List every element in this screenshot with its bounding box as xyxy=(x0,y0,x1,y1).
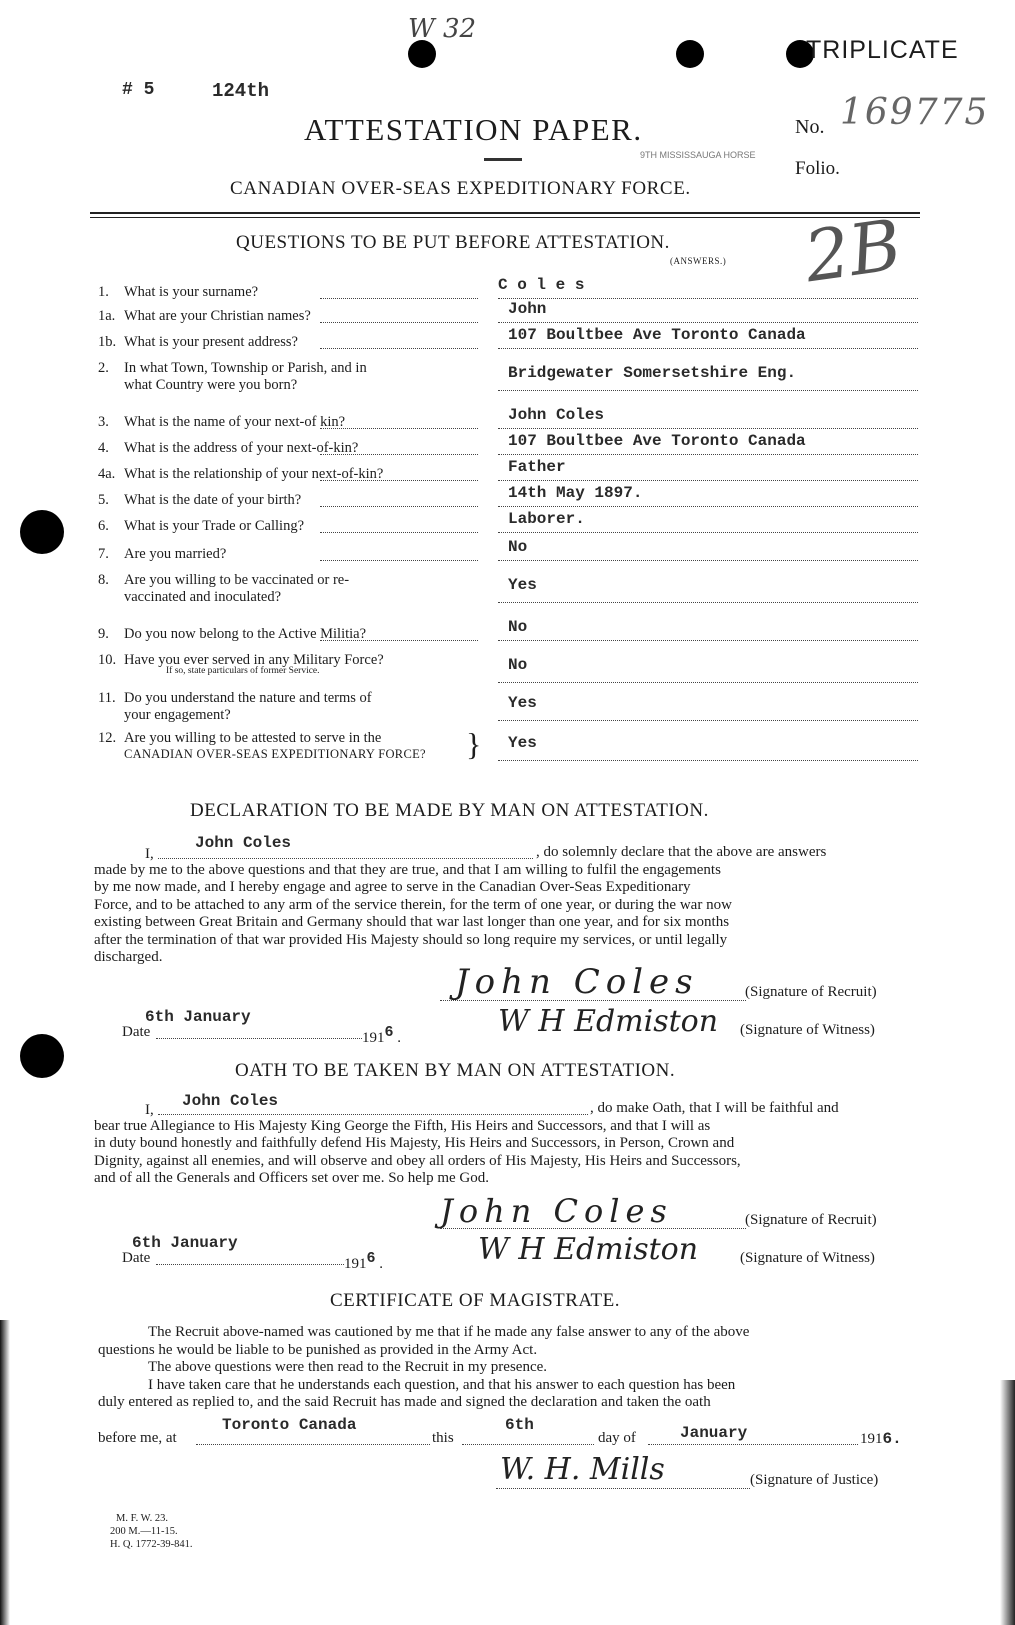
question-number: 1b. xyxy=(98,334,117,350)
folio-label: Folio. xyxy=(795,158,840,179)
regimental-number: 169775 xyxy=(840,92,990,133)
oath-name: John Coles xyxy=(182,1092,279,1110)
question-number: 2. xyxy=(98,360,109,376)
oath-date-label: Date xyxy=(122,1250,151,1266)
declaration-recruit-label: (Signature of Recruit) xyxy=(745,984,877,1000)
hole-punch-top-2 xyxy=(676,40,704,68)
question-text: your engagement? xyxy=(124,707,231,723)
question-answer: John xyxy=(508,300,547,318)
answer-line xyxy=(498,480,918,481)
handwritten-reference: W 32 xyxy=(408,14,477,44)
declaration-year: $191^6$ . xyxy=(362,1024,402,1046)
no-label: No. xyxy=(795,116,825,138)
oath-witness-signature: W H Edmiston xyxy=(478,1232,699,1267)
question-text: Are you married? xyxy=(124,546,227,562)
oath-line: bear true Allegiance to His Majesty King George the Fifth, His Heirs and Successors, and that I will as xyxy=(94,1117,711,1134)
question-number: 6. xyxy=(98,518,109,534)
answer-line xyxy=(498,348,918,349)
stamp-number: # 5 xyxy=(122,80,155,100)
question-answer: C o l e s xyxy=(498,276,585,294)
oath-line: , do make Oath, that I will be faithful and xyxy=(590,1100,839,1116)
declaration-witness-label: (Signature of Witness) xyxy=(740,1022,875,1038)
footer-line: H. Q. 1772-39-841. xyxy=(110,1539,193,1550)
certificate-line: duly entered as replied to, and the said Recruit has made and signed the declaration and taken the oath xyxy=(98,1394,711,1410)
declaration-name: John Coles xyxy=(195,834,292,852)
certificate-this-label: this xyxy=(432,1430,454,1446)
question-number: 9. xyxy=(98,626,109,642)
document-title: ATTESTATION PAPER. xyxy=(304,112,643,147)
declaration-text xyxy=(94,844,924,967)
certificate-text xyxy=(98,1324,926,1412)
footer-line: 200 M.—11-15. xyxy=(110,1526,178,1537)
answer-line xyxy=(498,390,918,391)
declaration-line: , do solemnly declare that the above are answers xyxy=(536,844,827,860)
justice-label: (Signature of Justice) xyxy=(750,1472,879,1488)
answer-line xyxy=(498,760,918,761)
oath-year: $191^6$ . xyxy=(344,1250,384,1272)
oath-recruit-line xyxy=(440,1228,746,1229)
answers-label: (ANSWERS.) xyxy=(670,256,727,266)
footer-codes xyxy=(110,1512,193,1551)
certificate-year-suffix: 6. xyxy=(882,1430,902,1448)
question-brace: } xyxy=(466,726,482,762)
declaration-year-suffix: 6 xyxy=(384,1024,394,1041)
certificate-line: questions he would be liable to be punished as provided in the Army Act. xyxy=(98,1341,538,1358)
certificate-line: The above questions were then read to the Recruit in my presence. xyxy=(148,1359,548,1375)
declaration-heading: DECLARATION TO BE MADE BY MAN ON ATTESTATION. xyxy=(190,800,709,821)
question-leader-line xyxy=(320,640,478,641)
declaration-line: made by me to the above questions and that they are true, and that I am willing to fulfil the engagements xyxy=(94,861,721,878)
answer-line xyxy=(498,532,918,533)
copy-label: TRIPLICATE xyxy=(806,36,959,64)
question-number: 5. xyxy=(98,492,109,508)
answer-line xyxy=(498,428,918,429)
question-answer: No xyxy=(508,656,528,674)
oath-year-suffix: 6 xyxy=(366,1250,376,1267)
question-answer: Laborer. xyxy=(508,510,585,528)
declaration-date-value: 6th January xyxy=(145,1008,251,1026)
question-answer: 14th May 1897. xyxy=(508,484,643,502)
question-text: what Country were you born? xyxy=(124,377,298,393)
hole-punch-1 xyxy=(20,510,64,554)
question-text: If so, state particulars of former Service. xyxy=(166,666,320,676)
certificate-day-line xyxy=(462,1444,594,1445)
question-text: CANADIAN OVER-SEAS EXPEDITIONARY FORCE? xyxy=(124,747,426,761)
answer-line xyxy=(498,682,918,683)
answer-line xyxy=(498,560,918,561)
oath-i-label: I, xyxy=(145,1102,154,1118)
question-text: Do you now belong to the Active Militia? xyxy=(124,626,367,642)
certificate-year xyxy=(860,1430,902,1448)
question-number: 3. xyxy=(98,414,109,430)
question-answer: No xyxy=(508,538,528,556)
question-answer: Yes xyxy=(508,734,537,752)
hole-punch-2 xyxy=(20,1034,64,1078)
question-leader-line xyxy=(320,298,478,299)
question-number: 11. xyxy=(98,690,116,706)
oath-year-prefix: 191 xyxy=(344,1256,367,1272)
question-leader-line xyxy=(320,560,478,561)
margin-mark: 2B xyxy=(799,203,907,299)
declaration-i-label: I, xyxy=(145,846,154,862)
certificate-day-of-label: day of xyxy=(598,1430,636,1446)
question-text: What is your surname? xyxy=(124,284,259,300)
answer-line xyxy=(498,640,918,641)
question-number: 1a. xyxy=(98,308,116,324)
justice-signature-line xyxy=(496,1488,750,1489)
oath-recruit-signature: John Coles xyxy=(440,1192,673,1230)
question-answer: Yes xyxy=(508,694,537,712)
question-number: 10. xyxy=(98,652,117,668)
battalion-label: 124th xyxy=(212,80,270,102)
oath-line: and of all the Generals and Officers set over me. So help me God. xyxy=(94,1170,490,1186)
oath-date-line xyxy=(156,1264,344,1265)
question-answer: 107 Boultbee Ave Toronto Canada xyxy=(508,326,806,344)
question-text: What is the relationship of your next-of-kin? xyxy=(124,466,384,482)
question-leader-line xyxy=(320,322,478,323)
declaration-date-line xyxy=(156,1038,362,1039)
question-text: What is the date of your birth? xyxy=(124,492,302,508)
question-leader-line xyxy=(320,480,478,481)
justice-signature: W. H. Mills xyxy=(500,1452,665,1487)
question-text: What is your Trade or Calling? xyxy=(124,518,305,534)
question-number: 4a. xyxy=(98,466,116,482)
regiment-stamp: 9TH MISSISSAUGA HORSE xyxy=(640,150,756,160)
question-leader-line xyxy=(320,454,478,455)
title-underline xyxy=(484,158,522,161)
question-text: Are you willing to be vaccinated or re- xyxy=(124,572,350,588)
declaration-line: by me now made, and I hereby engage and agree to serve in the Canadian Over-Seas Expeditionary xyxy=(94,879,691,895)
question-text: In what Town, Township or Parish, and in xyxy=(124,360,367,376)
question-text: What is the address of your next-of-kin? xyxy=(124,440,359,456)
certificate-month-line xyxy=(648,1444,858,1445)
certificate-before-label: before me, at xyxy=(98,1430,177,1446)
certificate-heading: CERTIFICATE OF MAGISTRATE. xyxy=(330,1290,621,1311)
oath-heading: OATH TO BE TAKEN BY MAN ON ATTESTATION. xyxy=(235,1060,676,1081)
answer-line xyxy=(498,506,918,507)
question-answer: 107 Boultbee Ave Toronto Canada xyxy=(508,432,806,450)
declaration-date-label: Date xyxy=(122,1024,151,1040)
question-leader-line xyxy=(320,428,478,429)
answer-line xyxy=(498,298,918,299)
question-number: 12. xyxy=(98,730,117,746)
question-number: 7. xyxy=(98,546,109,562)
footer-line: M. F. W. 23. xyxy=(116,1513,168,1524)
declaration-line: discharged. xyxy=(94,949,163,965)
question-answer: Bridgewater Somersetshire Eng. xyxy=(508,364,797,382)
question-text: Are you willing to be attested to serve in the xyxy=(124,730,382,746)
questions-heading: QUESTIONS TO BE PUT BEFORE ATTESTATION. xyxy=(236,232,670,253)
declaration-witness-signature: W H Edmiston xyxy=(498,1004,719,1039)
header-rule xyxy=(90,212,920,218)
left-edge-shadow xyxy=(0,1320,10,1625)
declaration-line: after the termination of that war provided His Majesty should so long require my services, or until legally xyxy=(94,931,728,948)
question-answer: John Coles xyxy=(508,406,605,424)
oath-recruit-label: (Signature of Recruit) xyxy=(745,1212,877,1228)
question-text: Have you ever served in any Military Force? xyxy=(124,652,384,668)
question-answer: Father xyxy=(508,458,566,476)
answer-line xyxy=(498,602,918,603)
question-text: Do you understand the nature and terms of xyxy=(124,690,372,706)
declaration-line: existing between Great Britain and Germany should that war last longer than one year, and for six months xyxy=(94,914,730,930)
answer-line xyxy=(498,720,918,721)
oath-witness-label: (Signature of Witness) xyxy=(740,1250,875,1266)
question-answer: Yes xyxy=(508,576,537,594)
question-leader-line xyxy=(320,506,478,507)
certificate-month: January xyxy=(680,1424,748,1442)
certificate-place: Toronto Canada xyxy=(222,1416,357,1434)
declaration-recruit-signature: John Coles xyxy=(455,962,699,1002)
certificate-line: I have taken care that he understands each question, and that his answer to each question has been xyxy=(148,1376,736,1393)
question-number: 4. xyxy=(98,440,109,456)
declaration-year-prefix: 191 xyxy=(362,1030,385,1046)
oath-date-value: 6th January xyxy=(132,1234,238,1252)
certificate-line: The Recruit above-named was cautioned by me that if he made any false answer to any of the above xyxy=(148,1324,750,1340)
question-text: vaccinated and inoculated? xyxy=(124,589,282,605)
declaration-line: Force, and to be attached to any arm of the service therein, for the term of one year, or during the war now xyxy=(94,896,732,913)
right-edge-shadow xyxy=(1000,1380,1015,1625)
certificate-year-prefix: 191 xyxy=(860,1431,883,1447)
question-answer: No xyxy=(508,618,528,636)
declaration-recruit-line xyxy=(440,1000,746,1001)
oath-text xyxy=(94,1100,924,1188)
document-subtitle: CANADIAN OVER-SEAS EXPEDITIONARY FORCE. xyxy=(230,178,691,199)
oath-line: Dignity, against all enemies, and will observe and obey all orders of His Majesty, His Heirs and Successors, xyxy=(94,1152,741,1169)
hole-punch-top-1 xyxy=(408,40,436,68)
question-number: 8. xyxy=(98,572,109,588)
answer-line xyxy=(498,322,918,323)
answer-line xyxy=(498,454,918,455)
oath-line: in duty bound honestly and faithfully defend His Majesty, His Heirs and Successors, in Person, Crown and xyxy=(94,1135,735,1151)
question-leader-line xyxy=(320,348,478,349)
question-text: What is the name of your next-of kin? xyxy=(124,414,346,430)
question-text: What is your present address? xyxy=(124,334,298,350)
question-number: 1. xyxy=(98,284,109,300)
question-leader-line xyxy=(320,532,478,533)
question-text: What are your Christian names? xyxy=(124,308,311,324)
certificate-place-line xyxy=(196,1444,430,1445)
certificate-day: 6th xyxy=(505,1416,534,1434)
